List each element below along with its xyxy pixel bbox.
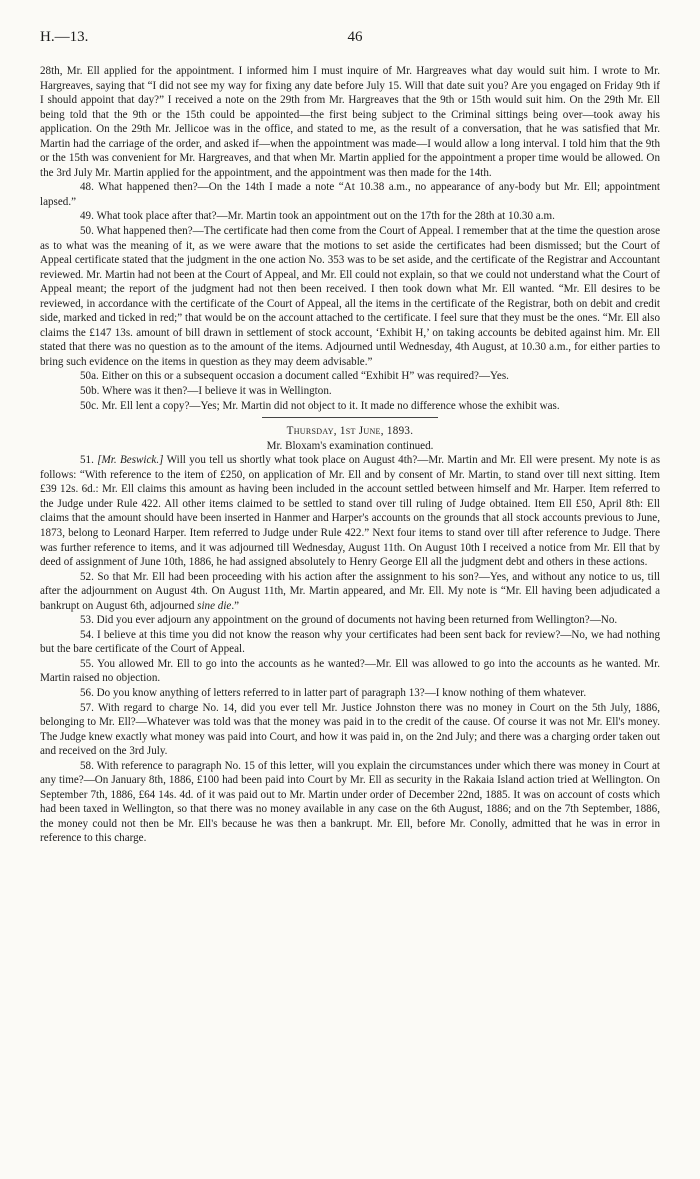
section-date: Thursday, 1st June, 1893. (286, 425, 414, 438)
paragraph-51: 51. [Mr. Beswick.] Will you tell us shortly what took place on August 4th?—Mr. Martin and Mr. Ell were present. My note is as follows: “With reference to the item of £250, on application of Mr. Ell and by consent of Mr. Martin, to stand over till next sitting. Item £39 12s. 6d.: Mr. Ell claims this amount as having been included in the account settled between himself and Mr. Harper. Item referred to the Judge under Rule 422. All other items claimed to be settled to stand over till ruling of Judge obtained. Item Ell £50, April 8th: Ell claims that the amount should have been inserted in Hanmer and Harper's accounts on the grounds that all stock accounts previous to June, 1873, belong to Leonard Harper. Item referred to Judge under Rule 422.” Next four items to stand over till after reference to Judge. There was further reference to items, and it was adjourned till Wednesday, August 11th. On August 10th I received a notice from Mr. Ell that by deed of assignment of June 10th, 1886, he had assigned absolutely to Henry George Ell all the judgment debt and others in these actions. (40, 454, 661, 569)
page-number: 46 (347, 29, 363, 45)
paragraph-57: 57. With regard to charge No. 14, did you ever tell Mr. Justice Johnston there was no money in Court on the 5th July, 1886, belonging to Mr. Ell?—Whatever was told was that the money was paid in to the credit of the cause. Of course it was not Mr. Ell's money. The Judge knew exactly what money was paid into Court, and how it was paid in, on the 2nd July; and there was a charging order taken out and received on the 3rd July. (40, 701, 660, 758)
paragraph-53: 53. Did you ever adjourn any appointment on the ground of documents not having been returned from Wellington?—No. (80, 614, 618, 627)
paragraph-50b: 50b. Where was it then?—I believe it was in Wellington. (80, 385, 332, 398)
latin-phrase: sine die (197, 599, 232, 612)
section-title: Mr. Bloxam's examination continued. (266, 439, 434, 452)
document-body (40, 64, 660, 846)
section-divider (262, 417, 438, 418)
paragraph-55: 55. You allowed Mr. Ell to go into the accounts as he wanted?—Mr. Ell was allowed to go into the accounts as he wanted. Mr. Martin raised no objection. (40, 657, 660, 685)
report-code: H.—13. (40, 29, 89, 45)
paragraph-49: 49. What took place after that?—Mr. Martin took an appointment out on the 17th for the 28th at 10.30 a.m. (80, 210, 555, 223)
paragraph-52-end: .” (231, 599, 240, 612)
paragraph-54: 54. I believe at this time you did not know the reason why your certificates had been sent back for review?—No, we had nothing but the bare certificate of the Court of Appeal. (40, 628, 660, 656)
paragraph-51-text: Will you tell us shortly what took place on August 4th?—Mr. Martin and Mr. Ell were present. My note is as follows: “With reference to the item of £250, on application of Mr. Ell and by consent of Mr. Martin, to stand over till next sitting. Item £39 12s. 6d.: Mr. Ell claims this amount as having been included in the account settled between himself and Mr. Harper. Item referred to the Judge under Rule 422. All other items claimed to be settled to stand over till ruling of Judge obtained. Item Ell £50, April 8th: Ell claims that the amount should have been inserted in Hanmer and Harper's accounts on the grounds that all stock accounts previous to June, 1873, belong to Leonard Harper. Item referred to Judge under Rule 422.” Next four items to stand over till after reference to Judge. There was further reference to items, and it was adjourned till Wednesday, August 11th. On August 10th I received a notice from Mr. Ell that by deed of assignment of June 10th, 1886, he had assigned absolutely to Henry George Ell all the judgment debt and others in these actions. (40, 454, 661, 569)
paragraph-50c: 50c. Mr. Ell lent a copy?—Yes; Mr. Martin did not object to it. It made no difference whose the exhibit was. (80, 399, 560, 412)
paragraph-52-text: 52. So that Mr. Ell had been proceeding with his action after the assignment to his son?—Yes, and without any notice to us, till after the adjournment on August 4th. On August 11th, Mr. Martin appeared, and Mr. Ell. My note is “Mr. Ell having been adjudicated a bankrupt on August 6th, adjourned (40, 570, 660, 612)
paragraph-continued: 28th, Mr. Ell applied for the appointment. I informed him I must inquire of Mr. Hargreaves what day would suit him. I wrote to Mr. Hargreaves, saying that “I did not see my way for fixing any date before July 15. Will that date suit you? Are you engaged on Friday 9th if I should appoint that day?” I received a note on the 29th from Mr. Hargreaves that the 9th or 15th would suit him. On the 29th Mr. Ell being told that the 9th or the 15th could be appointed—the first being subject to the Criminal sittings being over—took away his application. On the 29th Mr. Jellicoe was in the office, and stated to me, as the result of a conversation, that he was satisfied that Mr. Martin had the carriage of the order, and asked if—when the appointment was made—I would allow a long interval. I told him that the 9th or the 15th was convenient for Mr. Hargreaves, and that when Mr. Martin applied for the appointment a proper time would be allowed. On the 3rd July Mr. Martin applied for the appointment, and the appointment was then made for the 14th. (40, 65, 660, 179)
paragraph-52 (40, 570, 660, 614)
speaker-name: [Mr. Beswick.] (97, 454, 164, 467)
paragraph-50a: 50a. Either on this or a subsequent occasion a document called “Exhibit H” was required?—Yes. (80, 370, 509, 383)
paragraph-50: 50. What happened then?—The certificate had then come from the Court of Appeal. I remember that at the time the question arose as to what was the meaning of it, as we were aware that the motions to set aside the certificates had been dismissed; but the Court of Appeal certificate stated that the judgment in the one action No. 353 was to be set aside, and the certificate of the Registrar and Accountant reviewed. Mr. Martin had not been at the Court of Appeal, and Mr. Ell could not explain, so that we could not understand what the Court of Appeal meant; the report of the judgment had not then been received. I then took down what Mr. Ell wanted. “Mr. Ell desires to be reviewed, in accordance with the certificate of the Court of Appeal, all the items in the certificate of the Registrar, both on debit and credit side, marked and ticked in red;” that would be on the account attached to the certificate. I feel sure that they must be the ones. “Mr. Ell also claims the £147 13s. amount of bill drawn in settlement of stock account, ‘Exhibit H,’ on taking accounts be debited against him. Mr. Ell stated that there was no question as to the amount of the items. Adjourned until Wednesday, 4th August, at 10.30 a.m., for either parties to bring such evidence on the items in question as they may deem advisable.” (40, 225, 660, 368)
page-header (40, 30, 670, 52)
paragraph-48: 48. What happened then?—On the 14th I made a note “At 10.38 a.m., no appearance of any-body but Mr. Ell; appointment lapsed.” (40, 181, 660, 208)
paragraph-58: 58. With reference to paragraph No. 15 of this letter, will you explain the circumstances under which there was money in Court at any time?—On January 8th, 1886, £100 had been paid into Court by Mr. Ell as security in the Rakaia Island action tried at Wellington. On September 7th, 1886, £64 14s. 4d. of it was paid out to Mr. Martin under order of December 22nd, 1885. It was on account of costs which had been taxed in Wellington, so that there was no money available in any case on the 6th August, 1886; and on the 7th September, 1886, the money could not then be Mr. Ell's because he was then a bankrupt. Mr. Ell, before Mr. Conolly, admitted that he was in error in reference to this charge. (40, 759, 660, 845)
paragraph-56: 56. Do you know anything of letters referred to in latter part of paragraph 13?—I know nothing of them whatever. (80, 686, 587, 699)
